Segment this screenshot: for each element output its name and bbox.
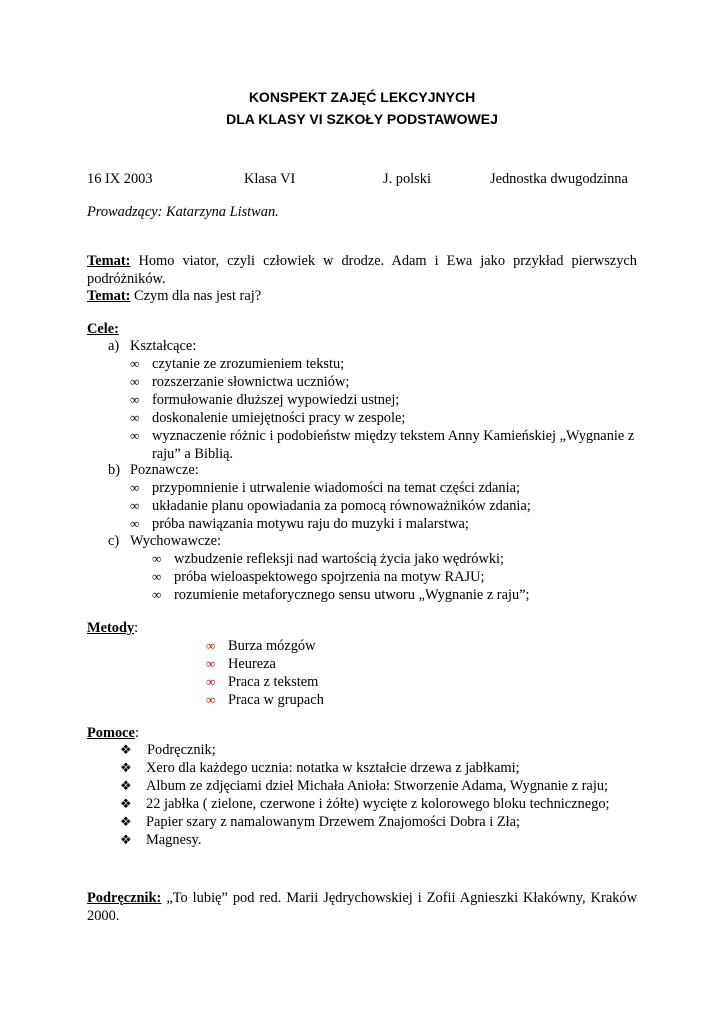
infinity-icon: ∞ — [130, 374, 140, 389]
goal-item: układanie planu opowiadania za pomocą równoważników zdania; — [152, 498, 531, 514]
methods-heading-line: Metody: — [87, 620, 139, 636]
infinity-icon: ∞ — [152, 551, 162, 566]
goal-item: rozszerzanie słownictwa uczniów; — [152, 374, 350, 390]
lesson-date: 16 IX 2003 — [87, 171, 153, 187]
topic-1 — [87, 253, 637, 288]
goals-heading: Cele: — [87, 321, 119, 337]
infinity-icon: ∞ — [206, 656, 216, 671]
topic-1-text: Homo viator, czyli człowiek w drodze. Adam i Ewa jako przykład pierwszych podróżników. — [87, 253, 637, 287]
lesson-class: Klasa VI — [244, 171, 296, 187]
document-title-line-2: DLA KLASY VI SZKOŁY PODSTAWOWEJ — [226, 111, 498, 127]
aids-heading: Pomoce — [87, 725, 135, 741]
infinity-icon: ∞ — [130, 392, 140, 407]
goal-item: rozumienie metaforycznego sensu utworu „Wygnanie z raju”; — [174, 587, 530, 603]
infinity-icon: ∞ — [130, 516, 140, 531]
infinity-icon: ∞ — [152, 587, 162, 602]
goal-item: doskonalenie umiejętności pracy w zespole; — [152, 410, 406, 426]
methods-heading: Metody — [87, 620, 135, 636]
aid-item: 22 jabłka ( zielone, czerwone i żółte) wycięte z kolorowego bloku technicznego; — [146, 796, 610, 812]
goal-group-marker-a: a) — [108, 338, 120, 354]
goal-group-label-c: Wychowawcze: — [130, 533, 222, 549]
goal-group-marker-c: c) — [108, 533, 120, 549]
aid-item: Album ze zdjęciami dzieł Michała Anioła: Stworzenie Adama, Wygnanie z raju; — [146, 778, 609, 794]
topic-2 — [87, 287, 261, 305]
goal-item: przypomnienie i utrwalenie wiadomości na temat części zdania; — [152, 480, 521, 496]
textbook-note — [87, 890, 637, 925]
goal-item: wzbudzenie refleksji nad wartością życia jako wędrówki; — [174, 551, 505, 567]
teacher-line: Prowadzący: Katarzyna Listwan. — [87, 204, 279, 220]
diamond-bullet-icon: ❖ — [120, 778, 132, 793]
infinity-icon: ∞ — [130, 356, 140, 371]
goal-group-label-a: Kształcące: — [130, 338, 197, 354]
diamond-bullet-icon: ❖ — [120, 832, 132, 847]
lesson-unit: Jednostka dwugodzinna — [490, 171, 628, 187]
infinity-icon: ∞ — [206, 638, 216, 653]
aid-item: Xero dla każdego ucznia: notatka w kształcie drzewa z jabłkami; — [146, 760, 520, 776]
diamond-bullet-icon: ❖ — [120, 742, 132, 757]
textbook-label: Podręcznik: — [87, 890, 162, 906]
infinity-icon: ∞ — [130, 428, 140, 443]
infinity-icon: ∞ — [130, 410, 140, 425]
aid-item: Papier szary z namalowanym Drzewem Znajomości Dobra i Zła; — [146, 814, 521, 830]
method-item: Praca z tekstem — [228, 674, 319, 690]
infinity-icon: ∞ — [206, 674, 216, 689]
goal-item: czytanie ze zrozumieniem tekstu; — [152, 356, 345, 372]
goal-item: formułowanie dłuższej wypowiedzi ustnej; — [152, 392, 400, 408]
goal-group-label-b: Poznawcze: — [130, 462, 199, 478]
goal-group-marker-b: b) — [108, 462, 120, 478]
goal-item: próba nawiązania motywu raju do muzyki i malarstwa; — [152, 516, 469, 532]
aids-heading-line: Pomoce: — [87, 725, 139, 741]
infinity-icon: ∞ — [130, 498, 140, 513]
method-item: Heureza — [228, 656, 276, 672]
aid-item: Podręcznik; — [147, 742, 216, 758]
diamond-bullet-icon: ❖ — [120, 796, 132, 811]
topic-label: Temat: — [87, 288, 131, 304]
lesson-subject: J. polski — [383, 171, 431, 187]
method-item: Burza mózgów — [228, 638, 316, 654]
document-title-line-1: KONSPEKT ZAJĘĆ LEKCYJNYCH — [248, 89, 476, 105]
goal-item: próba wieloaspektowego spojrzenia na motyw RAJU; — [174, 569, 485, 585]
diamond-bullet-icon: ❖ — [120, 814, 132, 829]
infinity-icon: ∞ — [152, 569, 162, 584]
topic-2-text: Czym dla nas jest raj? — [134, 288, 262, 304]
diamond-bullet-icon: ❖ — [120, 760, 132, 775]
goal-item: wyznaczenie różnic i podobieństw między tekstem Anny Kamieńskiej „Wygnanie z raju” a Biblią. — [152, 428, 635, 462]
infinity-icon: ∞ — [130, 480, 140, 495]
method-item: Praca w grupach — [228, 692, 324, 708]
infinity-icon: ∞ — [206, 692, 216, 707]
textbook-text: „To lubię” pod red. Marii Jędrychowskiej i Zofii Agnieszki Kłakówny, Kraków 2000. — [87, 890, 637, 924]
topic-label: Temat: — [87, 253, 131, 269]
aid-item: Magnesy. — [146, 832, 202, 848]
